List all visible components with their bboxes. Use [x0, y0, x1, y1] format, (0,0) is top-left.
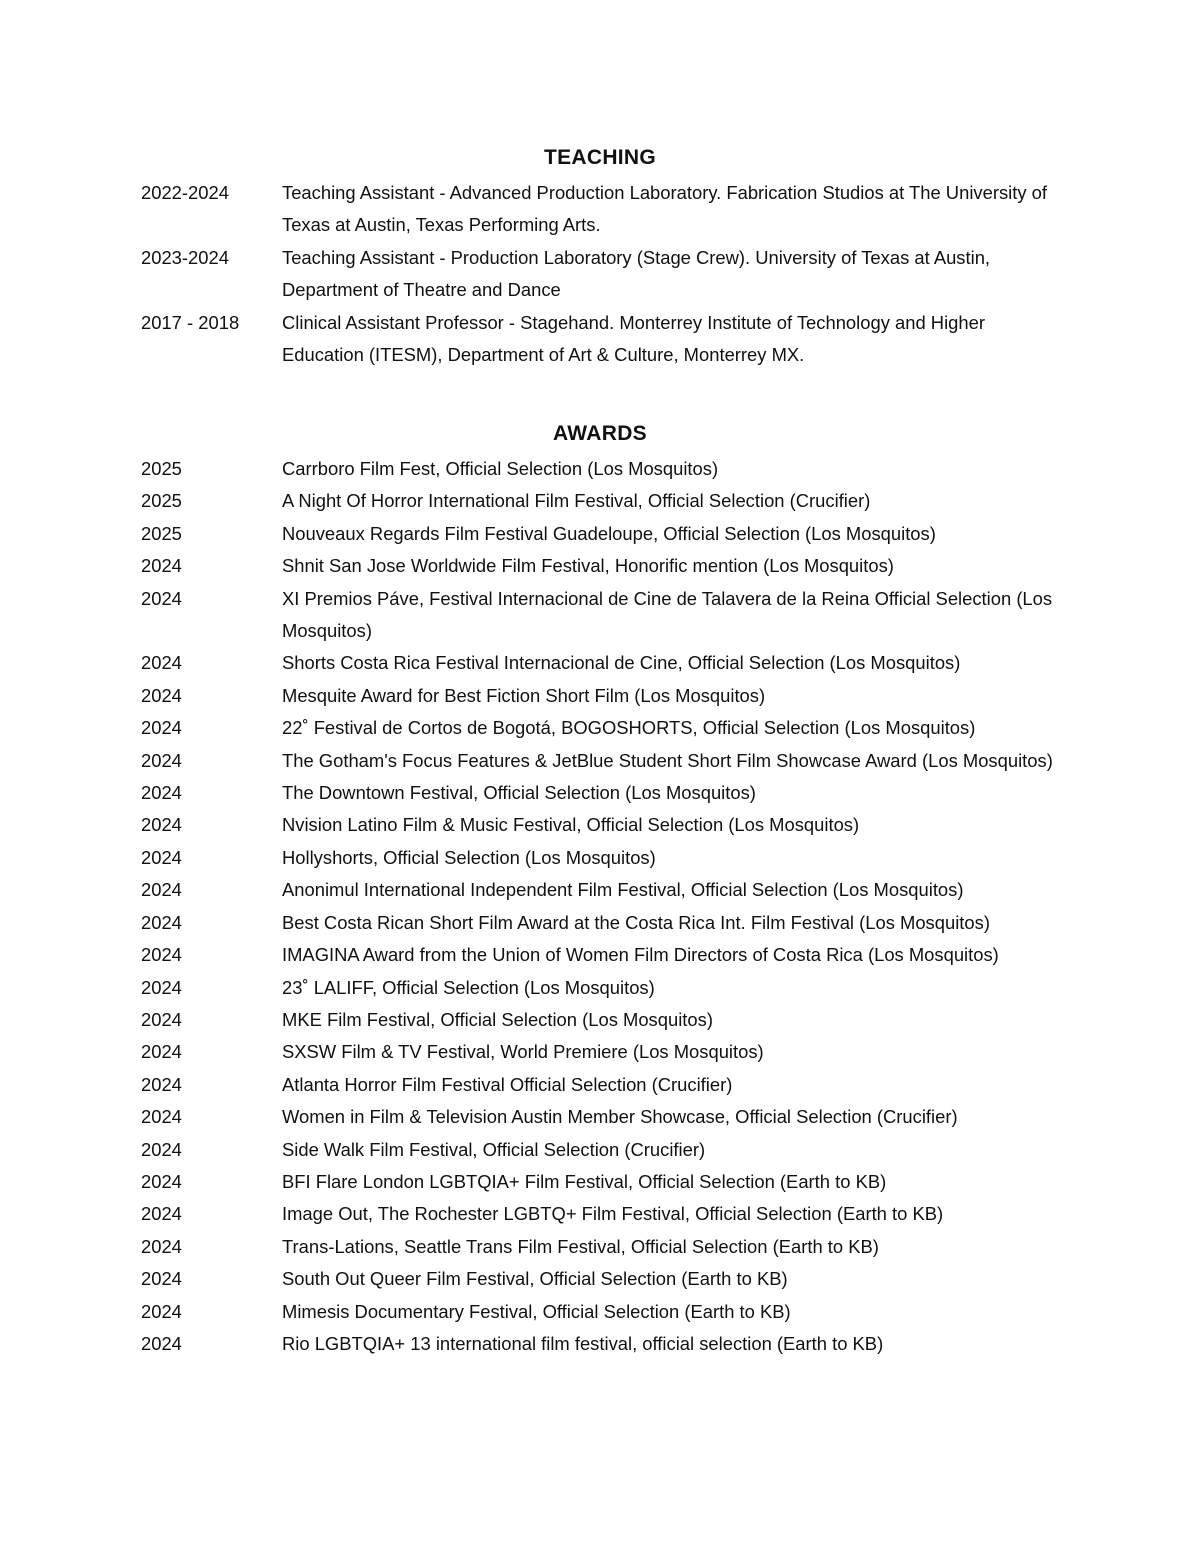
award-entry	[141, 583, 1071, 648]
award-description: Women in Film & Television Austin Member Showcase, Official Selection (Crucifier)	[282, 1106, 958, 1128]
award-description: South Out Queer Film Festival, Official Selection (Earth to KB)	[282, 1268, 788, 1290]
award-description: Anonimul International Independent Film Festival, Official Selection (Los Mosquitos)	[282, 879, 964, 901]
award-entry	[141, 972, 1071, 1004]
award-year: 2024	[141, 684, 182, 706]
award-year: 2024	[141, 814, 182, 836]
award-description: 23˚ LALIFF, Official Selection (Los Mosquitos)	[282, 976, 655, 998]
award-year: 2024	[141, 1300, 182, 1322]
teaching-entry	[141, 177, 1071, 242]
award-description: Best Costa Rican Short Film Award at the Costa Rica Int. Film Festival (Los Mosquitos)	[282, 911, 990, 933]
award-entry	[141, 518, 1071, 550]
award-entry	[141, 1231, 1071, 1263]
award-entry	[141, 550, 1071, 582]
award-entry	[141, 1036, 1071, 1068]
teaching-heading: TEACHING	[543, 146, 657, 169]
award-entry	[141, 745, 1071, 777]
award-year: 2024	[141, 652, 182, 674]
award-year: 2024	[141, 717, 182, 739]
award-description: Trans-Lations, Seattle Trans Film Festival, Official Selection (Earth to KB)	[282, 1235, 879, 1257]
teaching-description: Teaching Assistant - Advanced Production Laboratory. Fabrication Studios at The University of Texas at Austin, Texas Performing Arts.	[282, 182, 1047, 236]
award-entry	[141, 485, 1071, 517]
award-entry	[141, 1328, 1071, 1360]
award-year: 2024	[141, 911, 182, 933]
award-entry	[141, 1296, 1071, 1328]
award-description: IMAGINA Award from the Union of Women Film Directors of Costa Rica (Los Mosquitos)	[282, 944, 999, 966]
award-description: Nouveaux Regards Film Festival Guadeloupe, Official Selection (Los Mosquitos)	[282, 522, 936, 544]
award-entry	[141, 680, 1071, 712]
award-description: Hollyshorts, Official Selection (Los Mosquitos)	[282, 846, 656, 868]
teaching-list	[141, 177, 1071, 371]
award-year: 2024	[141, 1203, 182, 1225]
award-entry	[141, 874, 1071, 906]
award-entry	[141, 1263, 1071, 1295]
teaching-years: 2017 - 2018	[141, 311, 240, 333]
award-description: Atlanta Horror Film Festival Official Selection (Crucifier)	[282, 1073, 733, 1095]
award-year: 2024	[141, 1170, 182, 1192]
award-description: Mimesis Documentary Festival, Official Selection (Earth to KB)	[282, 1300, 791, 1322]
award-year: 2024	[141, 1332, 182, 1354]
award-entry	[141, 453, 1071, 485]
award-entry	[141, 1101, 1071, 1133]
award-entry	[141, 907, 1071, 939]
award-entry	[141, 1004, 1071, 1036]
award-description: Rio LGBTQIA+ 13 international film festival, official selection (Earth to KB)	[282, 1332, 884, 1354]
award-year: 2024	[141, 976, 182, 998]
award-entry	[141, 1198, 1071, 1230]
award-entry	[141, 842, 1071, 874]
award-description: A Night Of Horror International Film Festival, Official Selection (Crucifier)	[282, 490, 871, 512]
award-year: 2025	[141, 490, 182, 512]
award-year: 2024	[141, 749, 182, 771]
award-entry	[141, 1166, 1071, 1198]
award-year: 2024	[141, 1008, 182, 1030]
award-entry	[141, 712, 1071, 744]
award-entry	[141, 777, 1071, 809]
award-year: 2024	[141, 1268, 182, 1290]
award-year: 2024	[141, 1073, 182, 1095]
award-year: 2025	[141, 522, 182, 544]
award-entry	[141, 809, 1071, 841]
award-description: Shorts Costa Rica Festival Internacional de Cine, Official Selection (Los Mosquitos)	[282, 652, 961, 674]
award-entry	[141, 1134, 1071, 1166]
award-description: 22˚ Festival de Cortos de Bogotá, BOGOSHORTS, Official Selection (Los Mosquitos)	[282, 717, 976, 739]
awards-list	[141, 453, 1071, 1360]
award-year: 2024	[141, 944, 182, 966]
award-description: BFI Flare London LGBTQIA+ Film Festival, Official Selection (Earth to KB)	[282, 1170, 887, 1192]
award-description: XI Premios Páve, Festival Internacional de Cine de Talavera de la Reina Official Selection (Los Mosquitos)	[282, 587, 1053, 642]
award-description: The Gotham's Focus Features & JetBlue Student Short Film Showcase Award (Los Mosquitos)	[282, 749, 1053, 771]
award-description: Shnit San Jose Worldwide Film Festival, Honorific mention (Los Mosquitos)	[282, 555, 894, 577]
award-description: Carrboro Film Fest, Official Selection (Los Mosquitos)	[282, 458, 719, 479]
award-description: Mesquite Award for Best Fiction Short Film (Los Mosquitos)	[282, 684, 766, 706]
awards-heading: AWARDS	[553, 422, 647, 445]
award-year: 2024	[141, 782, 182, 804]
award-year: 2024	[141, 1106, 182, 1128]
teaching-entry	[141, 242, 1071, 307]
teaching-description: Teaching Assistant - Production Laboratory (Stage Crew). University of Texas at Austin, Department of Theatre and Dance	[282, 246, 991, 301]
award-entry	[141, 1069, 1071, 1101]
award-year: 2024	[141, 1041, 182, 1063]
award-year: 2024	[141, 1138, 182, 1160]
award-description: The Downtown Festival, Official Selection (Los Mosquitos)	[282, 782, 756, 804]
award-year: 2025	[141, 458, 182, 479]
teaching-years: 2023-2024	[141, 246, 229, 268]
award-year: 2024	[141, 846, 182, 868]
teaching-description: Clinical Assistant Professor - Stagehand. Monterrey Institute of Technology and Higher Education (ITESM), Department of Art & Culture, Monterrey MX.	[282, 311, 985, 366]
award-description: SXSW Film & TV Festival, World Premiere (Los Mosquitos)	[282, 1041, 764, 1063]
award-year: 2024	[141, 587, 182, 609]
award-description: Nvision Latino Film & Music Festival, Official Selection (Los Mosquitos)	[282, 814, 860, 836]
award-year: 2024	[141, 555, 182, 577]
award-description: Side Walk Film Festival, Official Selection (Crucifier)	[282, 1138, 706, 1160]
award-entry	[141, 647, 1071, 679]
award-year: 2024	[141, 1235, 182, 1257]
award-description: MKE Film Festival, Official Selection (Los Mosquitos)	[282, 1008, 713, 1030]
award-year: 2024	[141, 879, 182, 901]
teaching-years: 2022-2024	[141, 182, 229, 203]
award-description: Image Out, The Rochester LGBTQ+ Film Festival, Official Selection (Earth to KB)	[282, 1203, 944, 1225]
teaching-entry	[141, 307, 1071, 372]
award-entry	[141, 939, 1071, 971]
